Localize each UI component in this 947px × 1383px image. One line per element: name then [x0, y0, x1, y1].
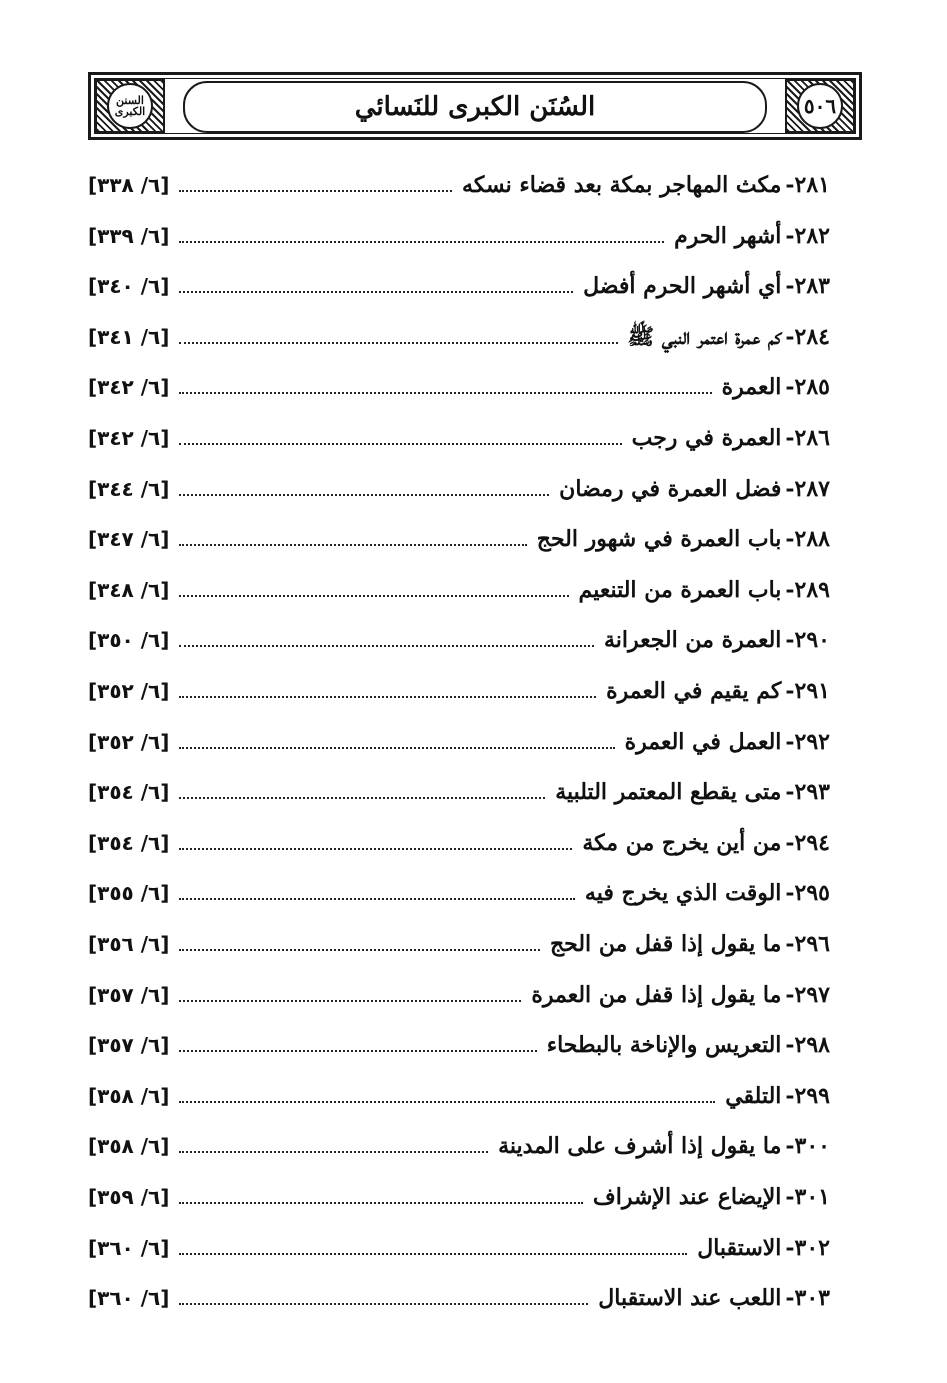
- dot-leader: [179, 696, 596, 698]
- entry-page-reference: [٦/ ٣٤١]: [88, 324, 170, 349]
- toc-entry[interactable]: [88, 868, 830, 908]
- entry-title: فضل العمرة في رمضان: [559, 475, 782, 502]
- toc-entry[interactable]: [88, 312, 830, 352]
- entry-number: ٣٠٣-: [785, 1285, 830, 1312]
- entry-number: ٢٨٦-: [785, 425, 830, 451]
- dot-leader: [179, 747, 614, 749]
- dot-leader: [179, 595, 568, 597]
- entry-title: ما يقول إذا أشرف على المدينة: [498, 1133, 782, 1160]
- entry-title: باب العمرة من التنعيم: [578, 576, 782, 603]
- entry-number: ٢٩٤-: [785, 829, 830, 856]
- entry-title: كم عمرة اعتمر النبي ﷺ: [627, 323, 782, 350]
- entry-title: أشهر الحرم: [674, 222, 782, 249]
- entry-title: العمرة من الجعرانة: [603, 627, 782, 654]
- emblem-ornament: [95, 79, 165, 133]
- toc-entry[interactable]: [88, 1172, 830, 1212]
- entry-number: ٢٩٠-: [785, 627, 830, 654]
- book-emblem: السنن الكبرى: [107, 83, 153, 129]
- entry-title: التلقي: [725, 1082, 782, 1109]
- entry-page-reference: [٦/ ٣٣٩]: [88, 223, 170, 248]
- dot-leader: [179, 949, 540, 951]
- toc-entry[interactable]: [88, 666, 830, 706]
- entry-page-reference: [٦/ ٣٦٠]: [88, 1235, 170, 1260]
- book-title: السُنَن الكبرى للنَسائي: [183, 81, 767, 133]
- entry-page-reference: [٦/ ٣٥٠]: [88, 628, 170, 653]
- toc-entry[interactable]: [88, 1071, 830, 1111]
- entry-title: كم يقيم في العمرة: [606, 678, 782, 704]
- entry-title: باب العمرة في شهور الحج: [536, 526, 782, 553]
- entry-number: ٢٩٢-: [785, 728, 830, 755]
- entry-title: العمرة في رجب: [631, 425, 782, 451]
- entry-title: اللعب عند الاستقبال: [598, 1285, 782, 1312]
- dot-leader: [179, 291, 573, 293]
- entry-title: العمرة: [721, 374, 782, 401]
- dot-leader: [179, 392, 711, 394]
- dot-leader: [179, 1050, 536, 1052]
- entry-number: ٢٩٩-: [785, 1082, 830, 1109]
- entry-title: مكث المهاجر بمكة بعد قضاء نسكه: [462, 172, 782, 198]
- entry-number: ٣٠٢-: [785, 1234, 830, 1261]
- dot-leader: [179, 848, 572, 850]
- toc-entry[interactable]: [88, 615, 830, 655]
- page-header: [88, 72, 862, 140]
- dot-leader: [179, 1202, 583, 1204]
- entry-title: الوقت الذي يخرج فيه: [584, 880, 782, 907]
- entry-title: ما يقول إذا قفل من الحج: [549, 931, 782, 957]
- toc-entry[interactable]: [88, 919, 830, 959]
- entry-page-reference: [٦/ ٣٤٧]: [88, 527, 170, 552]
- toc-entry[interactable]: [88, 767, 830, 807]
- entry-number: ٢٩٦-: [785, 931, 830, 957]
- dot-leader: [179, 544, 526, 546]
- entry-page-reference: [٦/ ٣٤٢]: [88, 426, 170, 450]
- entry-page-reference: [٦/ ٣٥٤]: [88, 830, 170, 855]
- entry-page-reference: [٦/ ٣٥٧]: [88, 982, 170, 1007]
- entry-page-reference: [٦/ ٣٤٠]: [88, 274, 170, 299]
- dot-leader: [179, 1000, 521, 1002]
- dot-leader: [179, 797, 545, 799]
- entry-number: ٢٨٧-: [785, 475, 830, 502]
- entry-number: ٢٨٢-: [785, 222, 830, 249]
- toc-entry[interactable]: [88, 1020, 830, 1060]
- toc-entry[interactable]: [88, 261, 830, 301]
- entry-page-reference: [٦/ ٣٥٢]: [88, 679, 170, 703]
- dot-leader: [179, 443, 621, 445]
- toc-entry[interactable]: [88, 362, 830, 402]
- entry-number: ٢٨٥-: [785, 374, 830, 401]
- entry-page-reference: [٦/ ٣٤٨]: [88, 577, 170, 602]
- dot-leader: [179, 494, 549, 496]
- toc-entry[interactable]: [88, 413, 830, 453]
- entry-number: ٢٩٨-: [785, 1032, 830, 1059]
- toc-entry[interactable]: [88, 1223, 830, 1263]
- entry-page-reference: [٦/ ٣٣٨]: [88, 173, 170, 197]
- entry-title: التعريس والإناخة بالبطحاء: [546, 1032, 782, 1059]
- entry-number: ٢٨٤-: [785, 323, 830, 350]
- dot-leader: [179, 190, 452, 192]
- dot-leader: [179, 1151, 488, 1153]
- entry-page-reference: [٦/ ٣٥٩]: [88, 1185, 170, 1209]
- entry-title: متى يقطع المعتمر التلبية: [555, 779, 782, 806]
- toc-entry[interactable]: [88, 717, 830, 757]
- toc-entry[interactable]: [88, 1273, 830, 1313]
- entry-title: الاستقبال: [697, 1234, 782, 1261]
- toc-entry[interactable]: [88, 970, 830, 1010]
- entry-number: ٢٨٨-: [785, 526, 830, 553]
- entry-number: ٢٩٧-: [785, 981, 830, 1008]
- entry-page-reference: [٦/ ٣٦٠]: [88, 1286, 170, 1311]
- dot-leader: [179, 1303, 588, 1305]
- dot-leader: [179, 342, 617, 344]
- dot-leader: [179, 1253, 687, 1255]
- entry-page-reference: [٦/ ٣٥٨]: [88, 1083, 170, 1108]
- entry-title: الإيضاع عند الإشراف: [592, 1184, 782, 1210]
- dot-leader: [179, 1101, 715, 1103]
- toc-entry[interactable]: [88, 514, 830, 554]
- toc-entry[interactable]: [88, 1121, 830, 1161]
- entry-title: أي أشهر الحرم أفضل: [583, 273, 782, 300]
- entry-page-reference: [٦/ ٣٥٨]: [88, 1134, 170, 1159]
- entry-title: من أين يخرج من مكة: [582, 829, 782, 856]
- entry-page-reference: [٦/ ٣٤٤]: [88, 476, 170, 501]
- toc-entry[interactable]: [88, 160, 830, 200]
- entry-title: العمل في العمرة: [624, 728, 782, 755]
- entry-page-reference: [٦/ ٣٥٦]: [88, 932, 170, 956]
- entry-number: ٢٩١-: [785, 678, 830, 704]
- entry-number: ٢٩٣-: [785, 779, 830, 806]
- entry-page-reference: [٦/ ٣٥٥]: [88, 881, 170, 906]
- entry-number: ٢٩٥-: [785, 880, 830, 907]
- entry-number: ٣٠١-: [785, 1184, 830, 1210]
- entry-page-reference: [٦/ ٣٤٢]: [88, 375, 170, 400]
- toc-entry[interactable]: [88, 818, 830, 858]
- dot-leader: [179, 645, 594, 647]
- entry-number: ٢٨٣-: [785, 273, 830, 300]
- entry-number: ٣٠٠-: [785, 1133, 830, 1160]
- dot-leader: [179, 898, 575, 900]
- entry-page-reference: [٦/ ٣٥٤]: [88, 780, 170, 805]
- entry-number: ٢٨١-: [785, 172, 830, 198]
- entry-page-reference: [٦/ ٣٥٧]: [88, 1033, 170, 1058]
- page-number-ornament: [785, 79, 855, 133]
- entry-number: ٢٨٩-: [785, 576, 830, 603]
- toc-entry[interactable]: [88, 211, 830, 251]
- entry-page-reference: [٦/ ٣٥٢]: [88, 729, 170, 754]
- toc-entry[interactable]: [88, 565, 830, 605]
- page-number: ٥٠٦: [797, 83, 843, 129]
- toc-entry[interactable]: [88, 464, 830, 504]
- entry-title: ما يقول إذا قفل من العمرة: [531, 981, 782, 1008]
- dot-leader: [179, 241, 664, 243]
